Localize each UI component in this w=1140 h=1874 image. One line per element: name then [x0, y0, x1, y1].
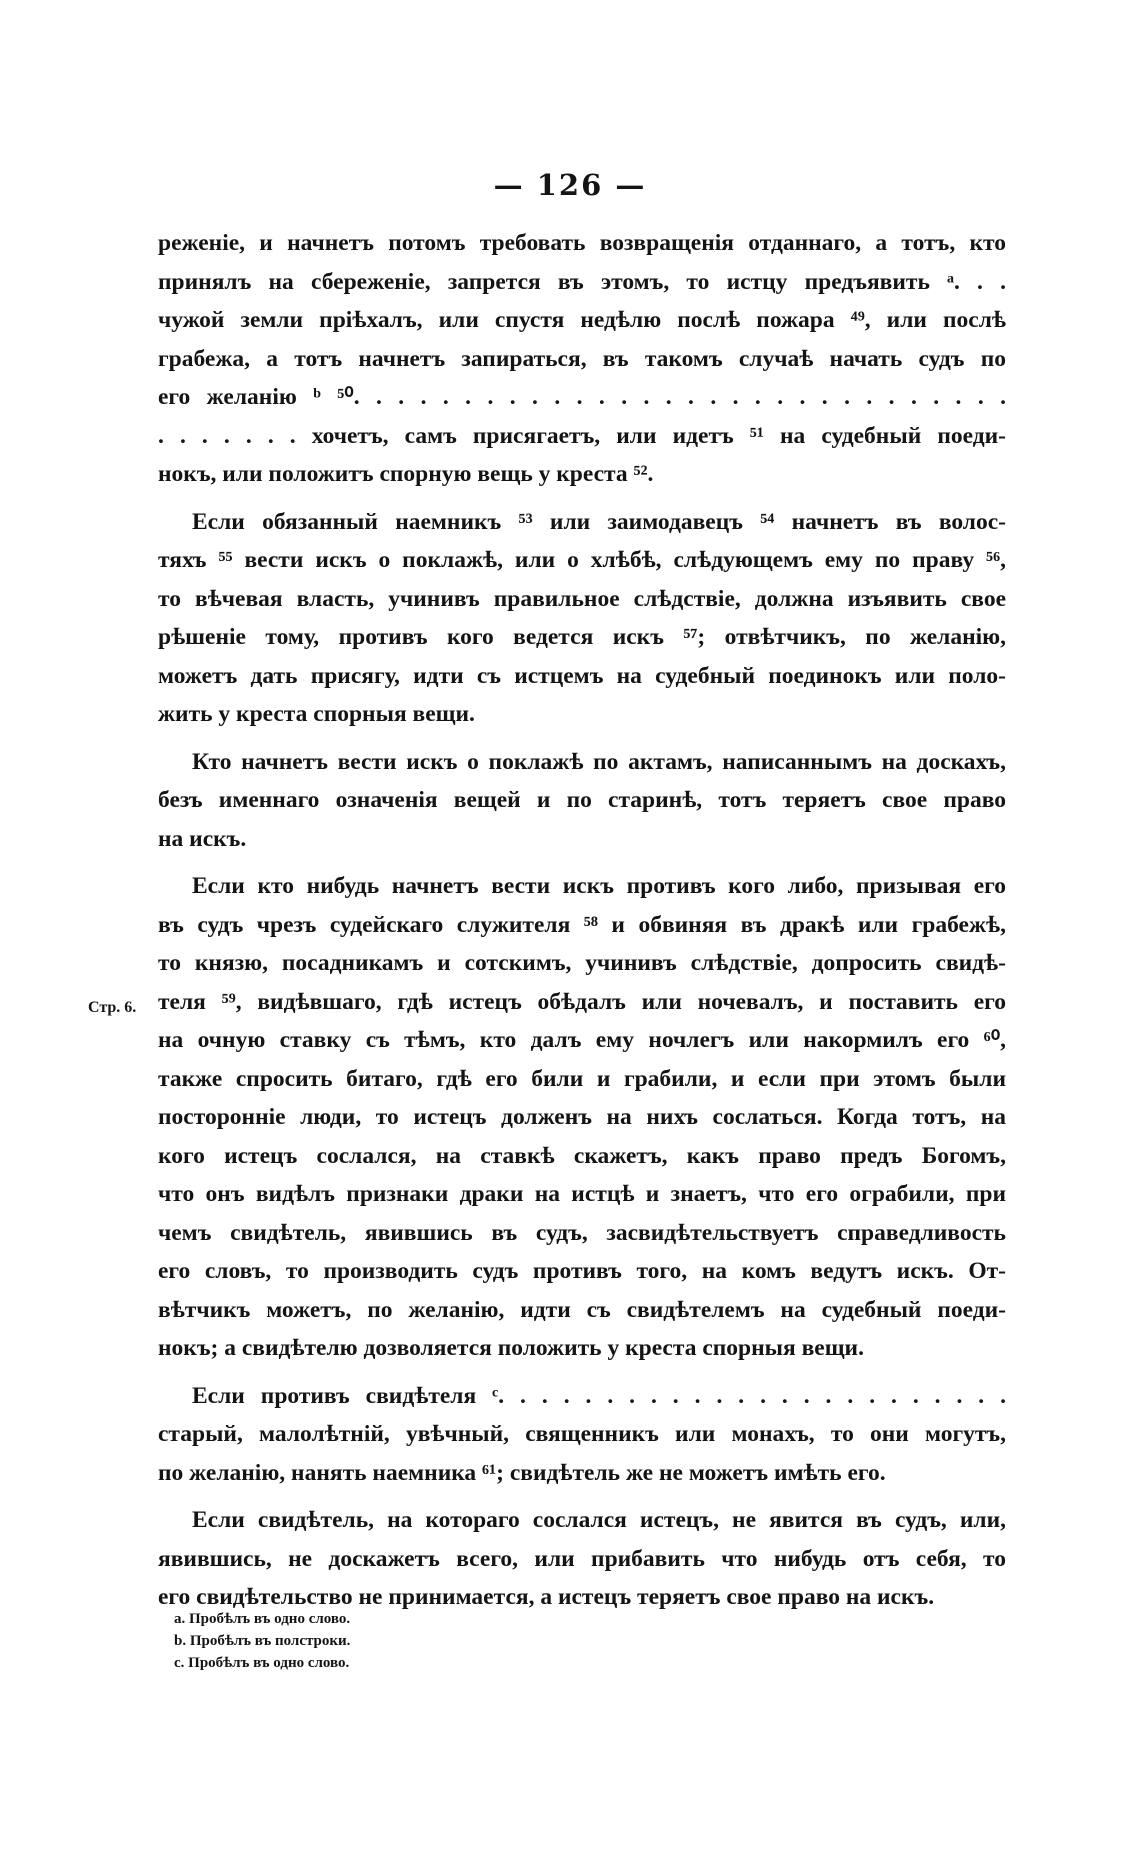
- text-line: Если противъ свидѣтеля ᶜ. . . . . . . . . . . . . . . . . . . . . . . .: [192, 1382, 1006, 1409]
- text-line: теля ⁵⁹, видѣвшаго, гдѣ истецъ обѣдалъ или ночевалъ, и поставить его: [158, 988, 1006, 1015]
- footnote: b. Пробѣлъ въ полстроки.: [174, 1633, 351, 1649]
- text-line: кого истецъ сослался, на ставкѣ скажетъ, какъ право предъ Богомъ,: [158, 1142, 1006, 1169]
- text-line: безъ именнаго означенія вещей и по старинѣ, тотъ теряетъ свое право: [158, 787, 1006, 813]
- text-line: грабежа, а тотъ начнетъ запираться, въ такомъ случаѣ начать судъ по: [158, 345, 1006, 372]
- text-line: рѣшеніе тому, противъ кого ведется искъ ⁵⁷; отвѣтчикъ, по желанію,: [158, 624, 1006, 650]
- text-line: на очную ставку съ тѣмъ, кто далъ ему ночлегъ или накормилъ его ⁶⁰,: [158, 1027, 1006, 1053]
- text-line: нокъ, или положитъ спорную вещь у креста ⁵².: [158, 461, 654, 487]
- text-line: реженіе, и начнетъ потомъ требовать возвращенія отданнаго, а тотъ, кто: [158, 230, 1006, 256]
- text-line: нокъ; а свидѣтелю дозволяется положить у креста спорныя вещи.: [158, 1335, 864, 1361]
- text-line: посторонніе люди, то истецъ долженъ на нихъ сослаться. Когда тотъ, на: [158, 1104, 1006, 1130]
- text-line: на искъ.: [158, 825, 247, 852]
- text-line: старый, малолѣтній, увѣчный, священникъ или монахъ, то они могутъ,: [158, 1421, 1006, 1447]
- text-line: . . . . . . . хочетъ, самъ присягаетъ, или идетъ ⁵¹ на судебный поеди-: [158, 422, 1006, 449]
- text-line: можетъ дать присягу, идти съ истцемъ на судебный поединокъ или поло-: [158, 662, 1006, 689]
- text-line: также спросить битаго, гдѣ его били и грабили, и если при этомъ были: [158, 1065, 1006, 1092]
- text-line: его словъ, то производить судъ противъ того, на комъ ведутъ искъ. От-: [158, 1258, 1006, 1284]
- text-line: Если свидѣтель, на котораго сослался истецъ, не явится въ судъ, или,: [192, 1507, 1006, 1533]
- margin-note: Стр. 6.: [88, 999, 137, 1016]
- text-line: тяхъ ⁵⁵ вести искъ о поклажѣ, или о хлѣбѣ, слѣдующемъ ему по праву ⁵⁶,: [158, 547, 1006, 573]
- text-line: Кто начнетъ вести искъ о поклажѣ по актамъ, написаннымъ на доскахъ,: [192, 748, 1006, 775]
- text-line: Если кто нибудь начнетъ вести искъ противъ кого либо, призывая его: [192, 873, 1006, 899]
- text-line: чужой земли пріѣхалъ, или спустя недѣлю послѣ пожара ⁴⁹, или послѣ: [158, 307, 1006, 333]
- text-line: принялъ на сбереженіе, запрется въ этомъ, то истцу предъявить ᵃ. . .: [158, 268, 1006, 295]
- text-line: вѣтчикъ можетъ, по желанію, идти съ свидѣтелемъ на судебный поеди-: [158, 1296, 1006, 1323]
- text-line: что онъ видѣлъ признаки драки на истцѣ и знаетъ, что его ограбили, при: [158, 1181, 1006, 1207]
- text-line: явившись, не доскажетъ всего, или прибавить что нибудь отъ себя, то: [158, 1545, 1006, 1572]
- text-line: Если обязанный наемникъ ⁵³ или заимодавецъ ⁵⁴ начнетъ въ волос-: [192, 508, 1006, 535]
- text-line: по желанію, нанять наемника ⁶¹; свидѣтель же не можетъ имѣть его.: [158, 1459, 886, 1486]
- text-line: его свидѣтельство не принимается, а истецъ теряетъ свое право на искъ.: [158, 1584, 935, 1610]
- text-line: то вѣчевая власть, учинивъ правильное слѣдствіе, должна изъявить свое: [158, 585, 1006, 612]
- text-line: въ судъ чрезъ судейскаго служителя ⁵⁸ и обвиняя въ дракѣ или грабежѣ,: [158, 911, 1006, 938]
- text-line: то князю, посадникамъ и сотскимъ, учинивъ слѣдствіе, допросить свидѣ-: [158, 950, 1006, 976]
- text-line: чемъ свидѣтель, явившись въ судъ, засвидѣтельствуетъ справедливость: [158, 1219, 1006, 1246]
- footnote: c. Пробѣлъ въ одно слово.: [174, 1655, 350, 1671]
- text-line: жить у креста спорныя вещи.: [158, 701, 475, 727]
- page-number: — 126 —: [493, 168, 647, 202]
- text-line: его желанію ᵇ ⁵⁰. . . . . . . . . . . . . . . . . . . . . . . . . . . . . .: [158, 384, 1006, 410]
- footnotes: [174, 1608, 350, 1674]
- main-text: [158, 224, 1006, 1617]
- footnote: a. Пробѣлъ въ одно слово.: [174, 1611, 351, 1627]
